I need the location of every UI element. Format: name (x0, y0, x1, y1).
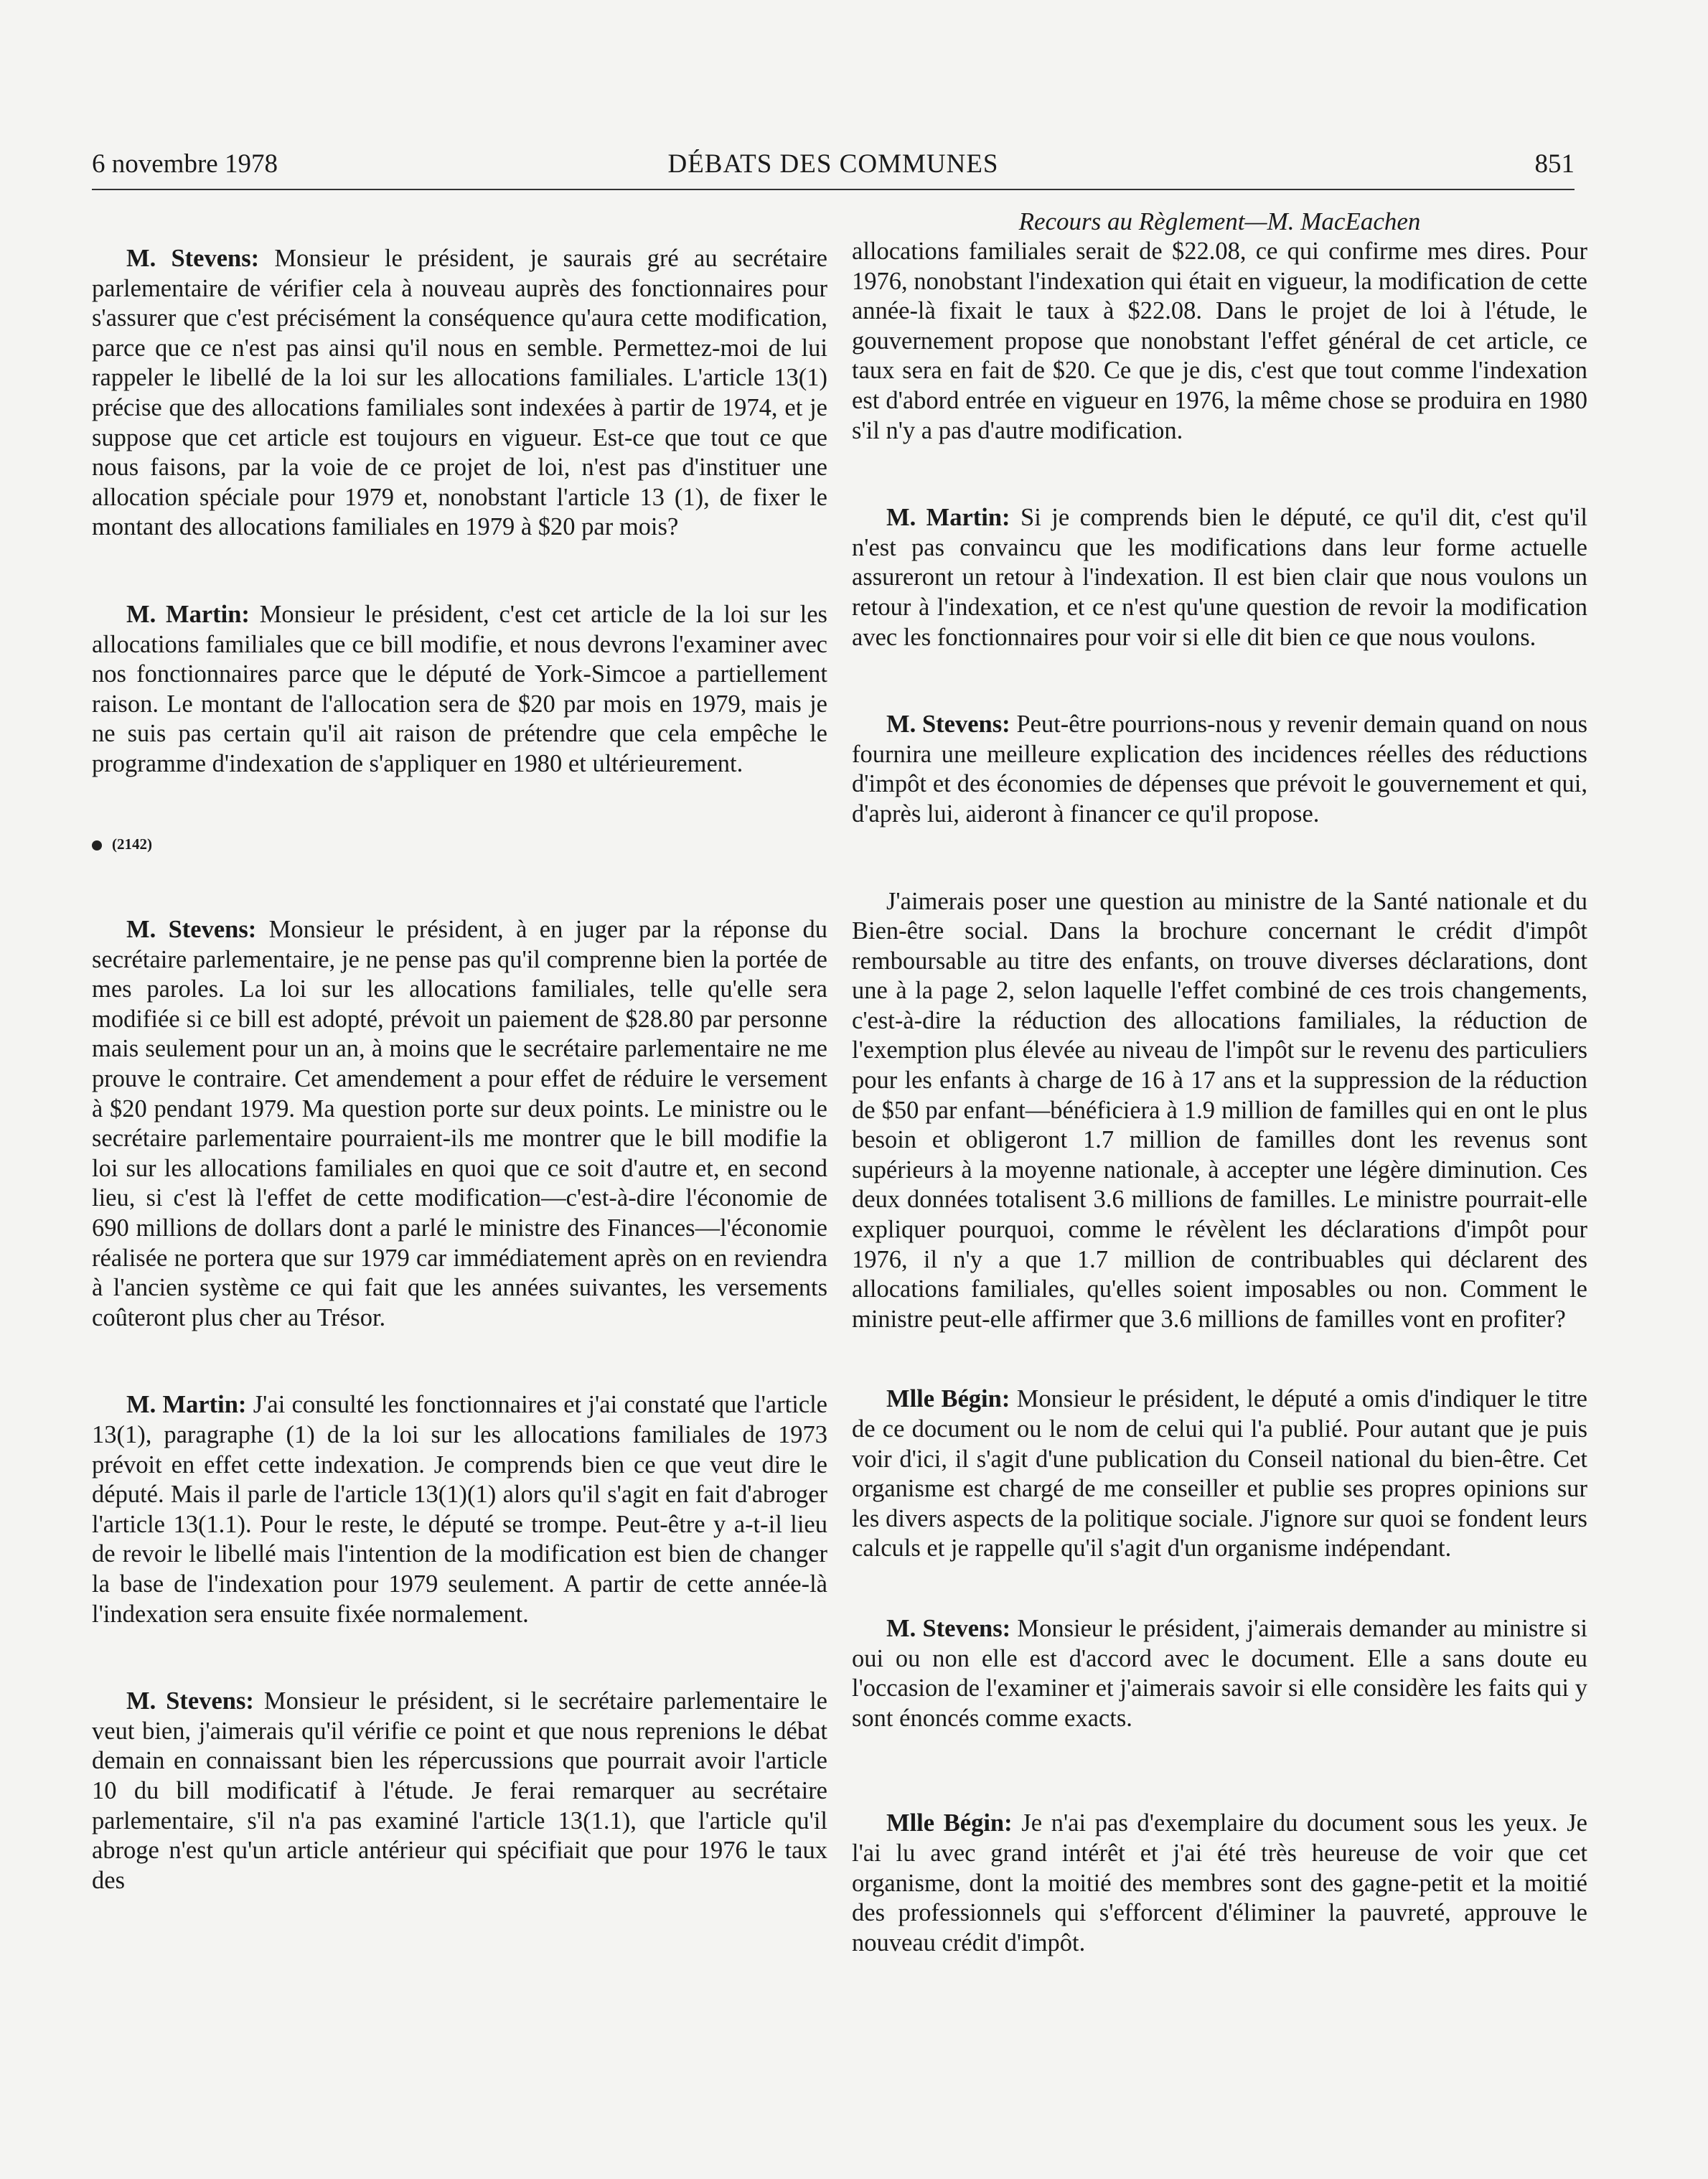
time-marker-text: (2142) (112, 835, 152, 853)
speaker-name: M. Stevens: (126, 245, 260, 272)
paragraph-text: Monsieur le président, si le secrétaire parlementaire le veut bien, j'aimerais qu'il vérifie ce point et que nous reprenions le débat demain en connaissant bien les répercussions que pourrait avoir l'article 10 du bill modificatif à l'étude. Je ferai remarquer au secrétaire parlementaire, s'il n'a pas examiné l'article 13(1.1), que l'article qu'il abroge n'est qu'un article antérieur qui spécifiait que pour 1976 le taux des (92, 1687, 827, 1894)
paragraph-text: J'aimerais poser une question au ministre de la Santé nationale et du Bien-être social. Dans la brochure concernant le crédit d'impôt remboursable au titre des enfants, on trouve diverses déclarations, dont une à la page 2, selon laquelle l'effet combiné de ces trois changements, c'est-à-dire la réduction des allocations familiales, la réduction de l'exemption plus élevée au niveau de l'impôt sur le revenu des particuliers pour les enfants à charge de 16 à 17 ans et la suppression de la réduction de $50 par enfant—bénéficiera à 1.9 million de familles qui en ont le plus besoin et obligeront 1.7 million de familles dont les revenus sont supérieurs à la moyenne nationale, à accepter une légère diminution. Ces deux données totalisent 3.6 millions de familles. Le ministre pourrait-elle expliquer pourquoi, comme le révèlent les déclarations d'impôt pour 1976, il n'y a que 1.7 million de contribuables qui déclarent des allocations familiales, qu'elles soient imposables ou non. Comment le ministre peut-elle affirmer que 3.6 millions de familles vont en profiter? (852, 887, 1587, 1333)
header-title: DÉBATS DES COMMUNES (667, 149, 999, 179)
speaker-name: M. Martin: (886, 504, 1010, 532)
header-page-number: 851 (1534, 149, 1575, 179)
speaker-name: M. Martin: (126, 1391, 247, 1419)
paragraph-text: Monsieur le président, je saurais gré au secrétaire parlementaire de vérifier cela à nouveau auprès des fonctionnaires pour s'assurer que c'est précisément la conséquence qu'aura cette modification, parce que ce n'est pas ainsi qu'il nous en semble. Permettez-moi de lui rappeler le libellé de la loi sur les allocations familiales. L'article 13(1) précise que des allocations familiales sont indexées à partir de 1974, et je suppose que cet article est toujours en vigueur. Est-ce que tout ce que nous faisons, par la voie de ce projet de loi, n'est pas d'instituer une allocation spéciale pour 1979 et, nonobstant l'article 13 (1), de fixer le montant des allocations familiales en 1979 à $20 par mois? (92, 245, 827, 541)
speaker-name: M. Stevens: (886, 1614, 1011, 1642)
paragraph (852, 887, 1587, 1335)
paragraph-text: Monsieur le président, j'aimerais demander au ministre si oui ou non elle est d'accord avec le document. Elle a sans doute eu l'occasion de l'examiner et j'aimerais savoir si elle considère les faits qui y sont énoncés comme exacts. (852, 1614, 1587, 1732)
header-date: 6 novembre 1978 (92, 149, 278, 179)
paragraph (852, 503, 1587, 652)
paragraph (92, 244, 827, 543)
paragraph-text: Monsieur le président, le député a omis d'indiquer le titre de ce document ou le nom de celui qui l'a publié. Pour autant que je puis voir d'ici, il s'agit d'une publication du Conseil national du bien-être. Cet organisme est chargé de me conseiller et publie ses propres opinions sur les divers aspects de la politique sociale. J'ignore sur quoi se fondent leurs calculs et je rappelle qu'il s'agit d'un organisme indépendant. (852, 1385, 1587, 1562)
paragraph-text: Si je comprends bien le député, ce qu'il dit, c'est qu'il n'est pas convaincu que les modifications dans leur forme actuelle assureront un retour à l'indexation. Il est bien clair que nous voulons un retour à l'indexation, et ce n'est qu'une question de revoir la modification avec les fonctionnaires pour voir si elle dit bien ce que nous voulons. (852, 504, 1587, 651)
speaker-name: M. Martin: (126, 600, 250, 628)
page-header (92, 147, 1575, 190)
paragraph (92, 1390, 827, 1629)
paragraph (92, 915, 827, 1333)
paragraph-text: Peut-être pourrions-nous y revenir demain quand on nous fournira une meilleure explication des incidences réelles des réductions d'impôt et des économies de dépenses que prévoit le gouvernement et qui, d'après lui, aideront à financer ce qu'il propose. (852, 711, 1588, 828)
paragraph-text: Je n'ai pas d'exemplaire du document sous les yeux. Je l'ai lu avec grand intérêt et j'ai été très heureuse de voir que cet organisme, dont la moitié des membres sont des gagne-petit et la moitié des professionnels qui s'efforcent d'éliminer la pauvreté, approuve le nouveau crédit d'impôt. (852, 1809, 1587, 1957)
paragraph-text: allocations familiales serait de $22.08, ce qui confirme mes dires. Pour 1976, nonobstant l'indexation qui était en vigueur, la modification de cette année-là fixait le taux à $22.08. Dans le projet de loi à l'étude, le gouvernement propose que nonobstant l'effet général de cet article, ce taux sera en fait de $20. Ce que je dis, c'est que tout comme l'indexation est d'abord entrée en vigueur en 1976, la même chose se produira en 1980 s'il n'y a pas d'autre modification. (852, 238, 1587, 444)
paragraph-text: Monsieur le président, à en juger par la réponse du secrétaire parlementaire, je ne pense pas qu'il comprenne bien la portée de mes paroles. La loi sur les allocations familiales, telle qu'elle sera modifiée si ce bill est adopté, prévoit un paiement de $28.80 par personne mais seulement pour un an, à moins que le secrétaire parlementaire ne me prouve le contraire. Cet amendement a pour effet de réduire le versement à $20 pendant 1979. Ma question porte sur deux points. Le ministre ou le secrétaire parlementaire pourraient-ils me montrer que le bill modifie la loi sur les allocations familiales en quoi que ce soit d'autre et, en second lieu, si c'est là l'effet de cette modification—c'est-à-dire l'économie de 690 millions de dollars dont a parlé le ministre des Finances—l'économie réalisée ne portera que sur 1979 car immédiatement après on en reviendra à l'ancien système ce qui fait que les années suivantes, les versements coûteront plus cher au Trésor. (92, 916, 827, 1331)
paragraph (852, 710, 1587, 829)
speaker-name: Mlle Bégin: (886, 1385, 1010, 1413)
bullet-icon (92, 840, 102, 850)
speaker-name: M. Stevens: (126, 916, 257, 944)
speaker-name: Mlle Bégin: (886, 1809, 1013, 1837)
right-column (852, 207, 1587, 1958)
paragraph (852, 1809, 1587, 1958)
speaker-name: M. Stevens: (126, 1687, 254, 1715)
paragraph (852, 1614, 1587, 1733)
paragraph (92, 1687, 827, 1896)
speaker-name: M. Stevens: (886, 711, 1010, 739)
paragraph (852, 237, 1587, 446)
time-marker (92, 830, 827, 860)
paragraph-text: Monsieur le président, c'est cet article de la loi sur les allocations familiales que ce bill modifie, et nous devrons l'examiner avec nos fonctionnaires parce que le député de York-Simcoe a partiellement raison. Le montant de l'allocation sera de $20 par mois en 1979, mais je ne suis pas certain qu'il ait raison de prétendre que cela empêche le programme d'indexation de s'appliquer en 1980 et ultérieurement. (92, 600, 827, 777)
paragraph (92, 600, 827, 779)
running-head: Recours au Règlement—M. MacEachen (1018, 207, 1421, 235)
paragraph-text: J'ai consulté les fonctionnaires et j'ai constaté que l'article 13(1), paragraphe (1) de la loi sur les allocations familiales de 1973 prévoit en effet cette indexation. Je comprends bien ce que veut dire le député. Mais il parle de l'article 13(1)(1) alors qu'il s'agit en fait d'abroger l'article 13(1.1). Pour le reste, le député se trompe. Peut-être y a-t-il lieu de revoir le libellé mais l'intention de la modification est bien de changer la base de l'indexation pour 1979 seulement. A partir de cette année-là l'indexation sera ensuite fixée normalement. (92, 1391, 827, 1628)
paragraph (852, 1384, 1587, 1564)
left-column (92, 244, 827, 1896)
